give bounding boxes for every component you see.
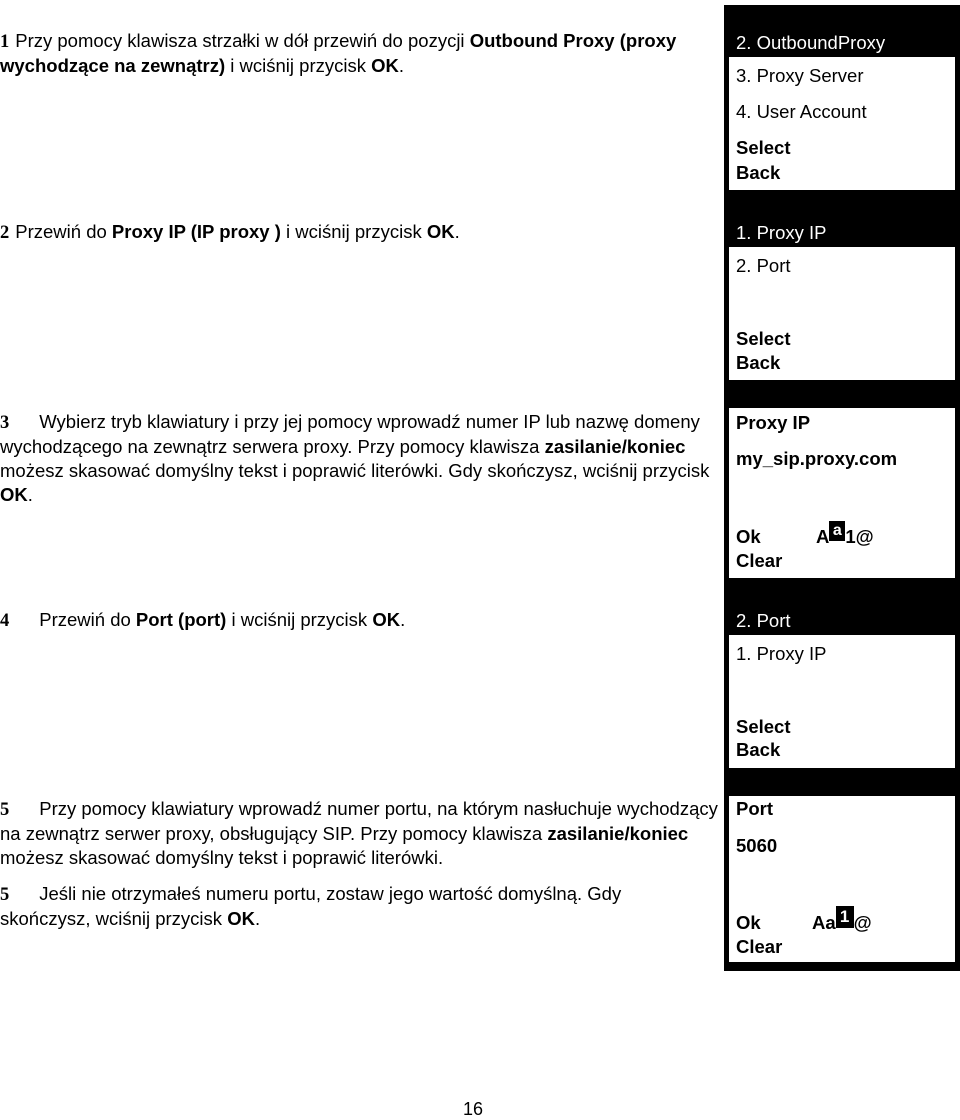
- step-number: 3: [0, 413, 10, 433]
- phone-screen-2: [729, 219, 955, 380]
- softkey-select[interactable]: Select: [736, 716, 791, 737]
- step-number: 4: [0, 611, 10, 631]
- mode-key-icon: a: [829, 521, 845, 541]
- input-mode-indicator[interactable]: A a 1@: [816, 522, 874, 547]
- step-5: 5 Przy pomocy klawiatury wprowadź numer portu, na którym nasłuchuje wychodzący na zewnątrz serwer proxy, obsługujący SIP. Przy pomocy klawisza zasilanie/koniec możesz skasować domyślny tekst i poprawić literówki.: [0, 798, 718, 868]
- step-1: 1 Przy pomocy klawisza strzałki w dół przewiń do pozycji Outbound Proxy (proxy wychodzące na zewnątrz) i wciśnij przycisk OK.: [0, 30, 677, 76]
- softkey-back[interactable]: Back: [736, 162, 781, 183]
- selected-menu-item[interactable]: 2. OutboundProxy: [729, 29, 955, 57]
- softkey-clear[interactable]: Clear: [736, 936, 783, 957]
- step-number: 1: [0, 32, 10, 52]
- softkey-ok[interactable]: Ok: [736, 526, 761, 547]
- phone-screen-5: [729, 796, 955, 962]
- softkey-select[interactable]: Select: [736, 328, 791, 349]
- softkey-back[interactable]: Back: [736, 352, 781, 373]
- softkey-clear[interactable]: Clear: [736, 550, 783, 571]
- field-value[interactable]: my_sip.proxy.com: [736, 448, 898, 469]
- softkey-select[interactable]: Select: [736, 137, 791, 158]
- step-3: 3 Wybierz tryb klawiatury i przy jej pomocy wprowadź numer IP lub nazwę domeny wychodzącego na zewnątrz serwera proxy. Przy pomocy klawisza zasilanie/koniec możesz skasować domyślny tekst i poprawić literówki. Gdy skończysz, wciśnij przycisk OK.: [0, 411, 710, 505]
- step-number: 2: [0, 223, 10, 243]
- input-mode-indicator[interactable]: Aa 1 @: [812, 907, 872, 933]
- mode-key-icon: 1: [836, 906, 854, 928]
- menu-item[interactable]: 3. Proxy Server: [736, 65, 864, 86]
- step-2: 2 Przewiń do Proxy IP (IP proxy ) i wciśnij przycisk OK.: [0, 221, 460, 243]
- menu-item[interactable]: 2. Port: [736, 255, 791, 276]
- field-title: Proxy IP: [736, 412, 811, 433]
- selected-menu-item[interactable]: 1. Proxy IP: [729, 219, 955, 247]
- step-number: 5: [0, 800, 10, 820]
- phone-screen-1: [729, 29, 955, 190]
- menu-item[interactable]: 4. User Account: [736, 101, 867, 122]
- softkey-back[interactable]: Back: [736, 739, 781, 760]
- selected-menu-item[interactable]: 2. Port: [729, 607, 955, 635]
- page-number: 16: [462, 1099, 484, 1119]
- phone-screen-4: [729, 607, 955, 768]
- step-number: 5: [0, 885, 10, 905]
- phone-screen-3: [729, 408, 955, 578]
- field-value[interactable]: 5060: [736, 835, 778, 856]
- step-5b: 5 Jeśli nie otrzymałeś numeru portu, zostaw jego wartość domyślną. Gdy skończysz, wciśnij przycisk OK.: [0, 883, 622, 929]
- softkey-ok[interactable]: Ok: [736, 912, 761, 933]
- step-4: 4 Przewiń do Port (port) i wciśnij przycisk OK.: [0, 609, 406, 631]
- field-title: Port: [736, 798, 773, 819]
- menu-item[interactable]: 1. Proxy IP: [736, 643, 827, 664]
